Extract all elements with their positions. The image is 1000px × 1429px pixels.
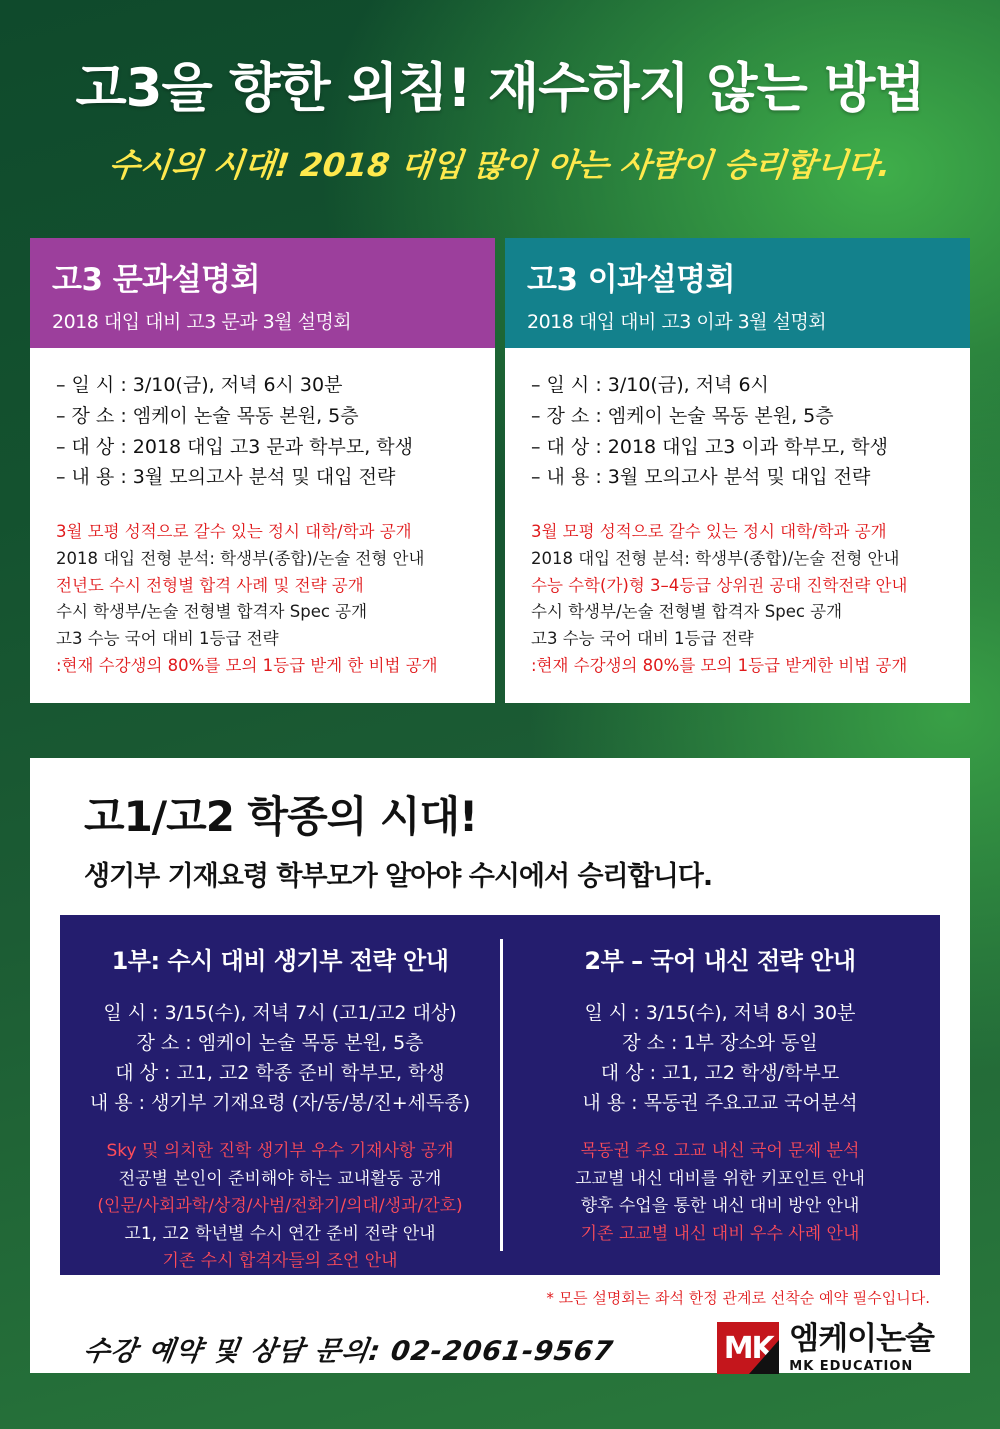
detail-line: – 내 용 : 3월 모의고사 분석 및 대입 전략 <box>56 466 396 489</box>
session-note: (인문/사회과학/상경/사범/전화기/의대/생과/간호) <box>97 1196 463 1217</box>
session-note: Sky 및 의치한 진학 생기부 우수 기재사항 공개 <box>106 1141 454 1162</box>
session-detail: 내 용 : 생기부 기재요령 (자/동/봉/진+세독종) <box>89 1092 471 1115</box>
session-detail: 대 상 : 고1, 고2 학종 준비 학부모, 학생 <box>115 1062 445 1085</box>
seminar-card-munkwa <box>30 238 495 703</box>
seminar-card-ikwa <box>505 238 970 703</box>
contact-phone: 수강 예약 및 상담 문의: 02-2061-9567 <box>81 1335 616 1367</box>
session-detail: 일 시 : 3/15(수), 저녁 8시 30분 <box>584 1002 856 1024</box>
logo-name: 엠케이논술 <box>789 1320 934 1357</box>
spacer <box>520 1118 920 1138</box>
session-note: 향후 수업을 통한 내신 대비 방안 안내 <box>580 1196 860 1217</box>
bottom-subtitle: 생기부 기재요령 학부모가 알아야 수시에서 승리합니다. <box>84 861 713 892</box>
note-line: :현재 수강생의 80%를 모의 1등급 받게한 비법 공개 <box>531 655 908 675</box>
session-detail: 일 시 : 3/15(수), 저녁 7시 (고1/고2 대상) <box>103 1002 457 1024</box>
card-notes <box>531 519 944 679</box>
note-line: :현재 수강생의 80%를 모의 1등급 받게 한 비법 공개 <box>56 655 438 675</box>
note-line: 수능 수학(가)형 3–4등급 상위권 공대 진학전략 안내 <box>531 575 908 595</box>
session-note: 목동권 주요 고교 내신 국어 문제 분석 <box>580 1141 860 1162</box>
card-body-ikwa <box>505 348 970 703</box>
detail-line: – 일 시 : 3/10(금), 저녁 6시 <box>531 374 769 396</box>
footer-row <box>60 1322 940 1374</box>
page-subtitle: 수시의 시대! 2018 대입 많이 아는 사람이 승리합니다. <box>107 146 893 184</box>
session-detail: 내 용 : 목동권 주요고교 국어분석 <box>582 1092 858 1115</box>
detail-line: – 장 소 : 엠케이 논술 목동 본원, 5층 <box>531 404 834 427</box>
note-line: 3월 모평 성적으로 갈수 있는 정시 대학/학과 공개 <box>531 522 887 542</box>
session-note: 고1, 고2 학년별 수시 연간 준비 전략 안내 <box>124 1223 436 1244</box>
logo-mark-text: MK <box>723 1330 773 1366</box>
session-note: 고교별 내신 대비를 위한 키포인트 안내 <box>575 1168 865 1189</box>
logo-text-block <box>789 1320 934 1374</box>
note-line: 수시 학생부/논술 전형별 합격자 Spec 공개 <box>531 602 843 622</box>
session-note: 전공별 본인이 준비해야 하는 교내활동 공개 <box>118 1168 442 1189</box>
seminar-cards-row <box>30 238 970 703</box>
detail-line: – 대 상 : 2018 대입 고3 이과 학부모, 학생 <box>531 435 888 458</box>
session-note: 기존 수시 합격자들의 조언 안내 <box>162 1251 398 1272</box>
session-column-part2 <box>500 935 940 1275</box>
spacer <box>80 1118 480 1138</box>
detail-line: – 장 소 : 엠케이 논술 목동 본원, 5층 <box>56 404 359 427</box>
bottom-title: 고1/고2 학종의 시대! <box>84 792 478 841</box>
session-heading: 2부 – 국어 내신 전략 안내 <box>584 947 856 975</box>
card-header-munkwa <box>30 238 495 348</box>
logo-subname: MK EDUCATION <box>789 1358 914 1374</box>
detail-line: – 일 시 : 3/10(금), 저녁 6시 30분 <box>56 374 343 396</box>
detail-line: – 내 용 : 3월 모의고사 분석 및 대입 전략 <box>531 466 871 489</box>
bottom-sessions-box <box>60 915 940 1275</box>
card-body-munkwa <box>30 348 495 703</box>
card-title: 고3 이과설명회 <box>527 262 736 298</box>
card-subtitle: 2018 대입 대비 고3 문과 3월 설명회 <box>52 311 352 333</box>
note-line: 2018 대입 전형 분석: 학생부(종합)/논술 전형 안내 <box>56 548 425 568</box>
card-title: 고3 문과설명회 <box>52 262 261 298</box>
session-heading: 1부: 수시 대비 생기부 전략 안내 <box>111 947 449 975</box>
column-divider <box>500 939 503 1251</box>
headline-block <box>0 46 1000 186</box>
card-notes <box>56 519 469 679</box>
note-line: 고3 수능 국어 대비 1등급 전략 <box>56 628 279 648</box>
note-line: 전년도 수시 전형별 합격 사례 및 전략 공개 <box>56 575 364 595</box>
page-title: 고3을 향한 외침! 재수하지 않는 방법 <box>75 58 925 119</box>
session-detail: 대 상 : 고1, 고2 학생/학부모 <box>600 1062 840 1085</box>
note-line: 고3 수능 국어 대비 1등급 전략 <box>531 628 754 648</box>
reservation-footnote: * 모든 설명회는 좌석 한정 관계로 선착순 예약 필수입니다. <box>546 1289 930 1307</box>
detail-line: – 대 상 : 2018 대입 고3 문과 학부모, 학생 <box>56 435 413 458</box>
card-header-ikwa <box>505 238 970 348</box>
brand-logo <box>717 1322 934 1374</box>
card-subtitle: 2018 대입 대비 고3 이과 3월 설명회 <box>527 311 827 333</box>
session-note: 기존 고교별 내신 대비 우수 사례 안내 <box>580 1223 860 1244</box>
session-detail: 장 소 : 1부 장소와 동일 <box>622 1032 818 1055</box>
session-column-part1 <box>60 935 500 1275</box>
card-details <box>531 370 944 493</box>
note-line: 2018 대입 전형 분석: 학생부(종합)/논술 전형 안내 <box>531 548 900 568</box>
bottom-panel <box>30 758 970 1373</box>
card-details <box>56 370 469 493</box>
session-detail: 장 소 : 엠케이 논술 목동 본원, 5층 <box>136 1032 424 1055</box>
note-line: 3월 모평 성적으로 갈수 있는 정시 대학/학과 공개 <box>56 522 412 542</box>
mk-logo-icon <box>717 1322 779 1374</box>
note-line: 수시 학생부/논술 전형별 합격자 Spec 공개 <box>56 602 368 622</box>
